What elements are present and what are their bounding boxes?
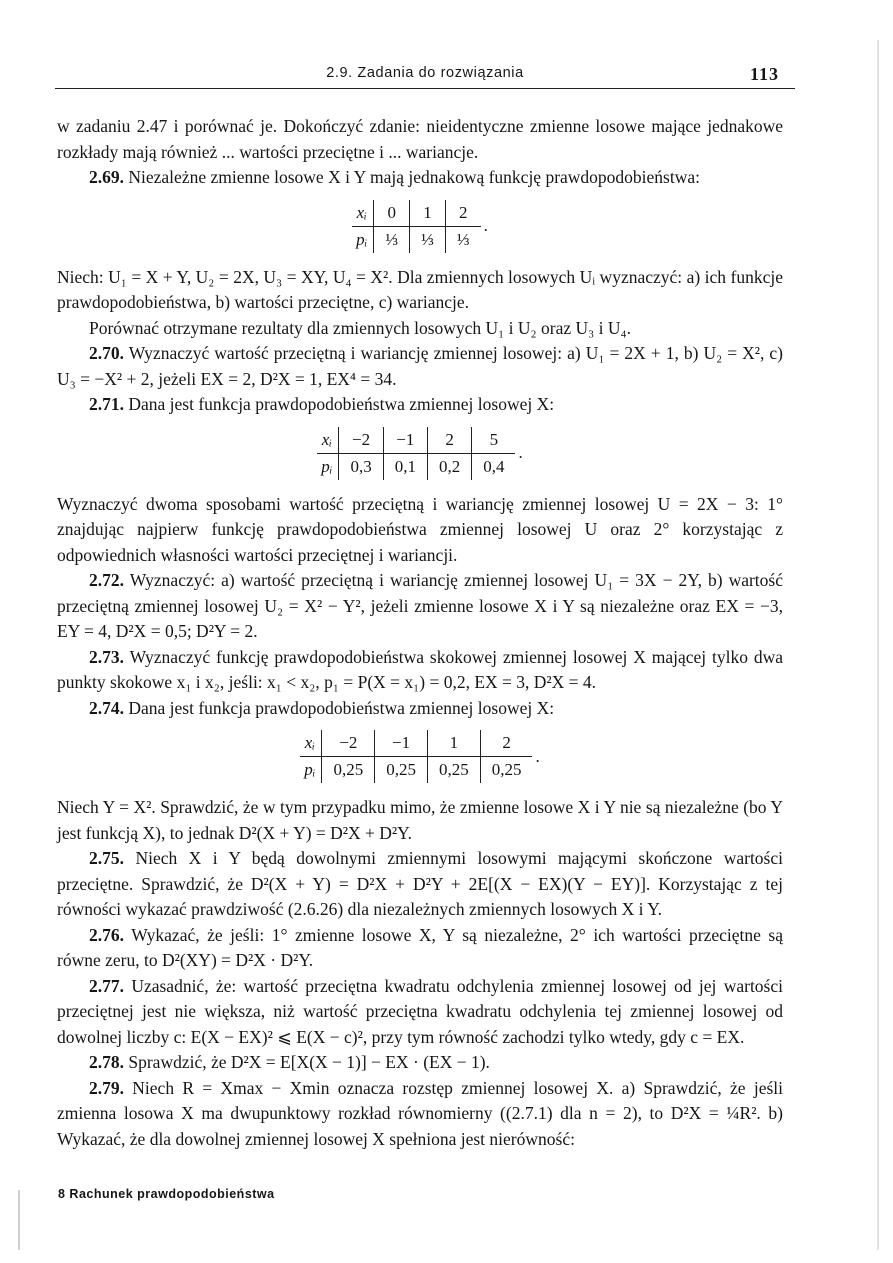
table-cell: 5 bbox=[472, 427, 516, 454]
distribution-table-3-wrap bbox=[57, 730, 783, 783]
table-cell: pᵢ bbox=[304, 760, 316, 779]
problem-text: Wyznaczyć funkcję prawdopodobieństwa skokowej zmiennej losowej X mającej tylko dwa punkty skokowe x₁ i x₂, jeśli: x₁ < x₂, p₁ = P(X = x₁) = 0,2, EX = 3, D²X = 4. bbox=[57, 646, 783, 692]
page-number: 113 bbox=[749, 64, 779, 84]
problem-number: 2.78. bbox=[89, 1052, 124, 1072]
problem-number: 2.73. bbox=[89, 646, 124, 667]
problem-text: Dana jest funkcja prawdopodobieństwa zmiennej losowej X: bbox=[128, 394, 555, 414]
table-row-probabilities bbox=[300, 757, 532, 784]
distribution-table-2 bbox=[317, 427, 515, 480]
table-cell: pᵢ bbox=[321, 456, 333, 476]
table-cell: −2 bbox=[322, 730, 375, 757]
problem-text: Uzasadnić, że: wartość przeciętna kwadratu odchylenia zmiennej losowej od jej wartości przeciętnej jest nie większa, niż wartość przeciętna kwadratu odchylenia tej zmiennej losowej od dowolnej liczby c: E(X − EX)² ⩽ E(X − c)², przy tym równość zachodzi tylko wtedy, gdy c = EX. bbox=[57, 975, 784, 1047]
problem-2-72 bbox=[57, 568, 783, 645]
problem-number: 2.72. bbox=[89, 570, 124, 590]
table-cell: xᵢ bbox=[300, 730, 322, 757]
table-cell: −1 bbox=[383, 427, 427, 454]
running-title: 2.9. Zadania do rozwiązania bbox=[326, 65, 524, 81]
problem-number: 2.70. bbox=[89, 343, 124, 363]
paragraph: Niech: U₁ = X + Y, U₂ = 2X, U₃ = XY, U₄ = X². Dla zmiennych losowych Uᵢ wyznaczyć: a) ich funkcje prawdopodobieństwa, b) wartości przeciętne, c) wariancje. bbox=[57, 266, 783, 312]
problem-number: 2.74. bbox=[89, 697, 124, 718]
table-row-values bbox=[317, 427, 515, 454]
problem-number: 2.69. bbox=[89, 167, 124, 187]
table-cell: ⅓ bbox=[445, 226, 480, 253]
table-cell: ⅓ bbox=[410, 226, 446, 253]
table-row-values bbox=[352, 200, 480, 227]
table-cell: 0,25 bbox=[427, 757, 480, 784]
problem-2-69 bbox=[57, 165, 783, 191]
problem-2-78 bbox=[57, 1050, 783, 1076]
table-cell: 0,25 bbox=[480, 757, 532, 784]
problem-text: Wykazać, że jeśli: 1° zmienne losowe X, Y są niezależne, 2° ich wartości przeciętne są równe zeru, to D²(XY) = D²X · D²Y. bbox=[57, 924, 783, 970]
problem-text: Niech R = Xmax − Xmin oznacza rozstęp zmiennej losowej X. a) Sprawdzić, że jeśli zmienna losowa X ma dwupunktowy rozkład równomierny ((2.7.1) dla n = 2), to D²X = ¼R². b) Wykazać, że dla dowolnej zmiennej losowej X spełniona jest nierówność: bbox=[57, 1077, 783, 1149]
problem-text: Niezależne zmienne losowe X i Y mają jednakową funkcję prawdopodobieństwa: bbox=[128, 167, 700, 187]
table-cell: 2 bbox=[427, 427, 471, 454]
signature-footer: 8 Rachunek prawdopodobieństwa bbox=[58, 1187, 275, 1201]
scan-edge-right bbox=[877, 40, 879, 1250]
problem-number: 2.71. bbox=[89, 394, 124, 414]
table-cell: −2 bbox=[339, 427, 383, 454]
problem-2-71 bbox=[57, 392, 783, 418]
table-cell: 0,25 bbox=[322, 757, 375, 784]
problem-2-76 bbox=[57, 923, 783, 974]
problem-2-70 bbox=[57, 341, 783, 392]
paragraph: Niech Y = X². Sprawdzić, że w tym przypadku mimo, że zmienne losowe X i Y nie są niezależne (bo Y jest funkcją X), to jednak D²(X + Y) = D²X + D²Y. bbox=[57, 797, 783, 843]
paragraph-continued: w zadaniu 2.47 i porównać je. Dokończyć zdanie: nieidentyczne zmienne losowe mające jednakowe rozkłady mają również ... wartości przeciętne i ... wariancje. bbox=[57, 116, 783, 162]
problem-text: Dana jest funkcja prawdopodobieństwa zmiennej losowej X: bbox=[128, 697, 555, 718]
table-cell: 0,1 bbox=[383, 453, 427, 480]
problem-2-77 bbox=[57, 974, 783, 1051]
table-end-dot: . bbox=[483, 216, 488, 236]
table-cell: xᵢ bbox=[352, 200, 374, 227]
distribution-table-1 bbox=[352, 200, 480, 253]
problem-number: 2.76. bbox=[89, 924, 124, 945]
problem-2-74 bbox=[57, 696, 783, 722]
table-end-dot: . bbox=[518, 443, 523, 463]
table-cell: 0 bbox=[374, 200, 410, 227]
table-row-values bbox=[300, 730, 532, 757]
distribution-table-3 bbox=[300, 730, 532, 783]
problem-2-79 bbox=[57, 1076, 783, 1153]
problem-number: 2.77. bbox=[89, 975, 124, 996]
problem-2-75 bbox=[57, 846, 783, 923]
table-cell: 2 bbox=[445, 200, 480, 227]
table-cell: −1 bbox=[375, 730, 428, 757]
running-header bbox=[55, 64, 795, 89]
table-cell: 0,3 bbox=[339, 453, 383, 480]
problem-text: Sprawdzić, że D²X = E[X(X − 1)] − EX · (EX − 1). bbox=[128, 1052, 490, 1072]
problem-text: Wyznaczyć wartość przeciętną i wariancję zmiennej losowej: a) U₁ = 2X + 1, b) U₂ = X², c) U₃ = −X² + 2, jeżeli EX = 2, D²X = 1, EX⁴ = 34. bbox=[57, 343, 783, 389]
distribution-table-2-wrap bbox=[57, 427, 783, 480]
table-cell: 2 bbox=[480, 730, 532, 757]
table-row-probabilities bbox=[317, 453, 515, 480]
table-cell: xᵢ bbox=[317, 427, 339, 454]
table-cell: ⅓ bbox=[374, 226, 410, 253]
table-end-dot: . bbox=[535, 746, 540, 766]
scan-edge-left bbox=[18, 1190, 20, 1250]
table-row-probabilities bbox=[352, 226, 480, 253]
table-cell: 1 bbox=[410, 200, 446, 227]
problem-text: Wyznaczyć: a) wartość przeciętną i wariancję zmiennej losowej U₁ = 3X − 2Y, b) wartość przeciętną zmiennej losowej U₂ = X² − Y², jeżeli zmienne losowe X i Y są niezależne oraz EX = −3, EY = 4, D²X = 0,5; D²Y = 2. bbox=[57, 570, 783, 641]
table-cell: pᵢ bbox=[356, 229, 368, 249]
problem-number: 2.79. bbox=[89, 1077, 124, 1098]
distribution-table-1-wrap bbox=[57, 200, 783, 253]
table-cell: 0,2 bbox=[427, 453, 471, 480]
table-cell: 1 bbox=[427, 730, 480, 757]
table-cell: 0,25 bbox=[375, 757, 428, 784]
paragraph: Porównać otrzymane rezultaty dla zmiennych losowych U₁ i U₂ oraz U₃ i U₄. bbox=[89, 317, 631, 338]
problem-2-73 bbox=[57, 645, 783, 696]
problem-number: 2.75. bbox=[89, 848, 124, 868]
problem-text: Niech X i Y będą dowolnymi zmiennymi losowymi mającymi skończone wartości przeciętne. Sprawdzić, że D²(X + Y) = D²X + D²Y + 2E[(X − EX)(Y − EY)]. Korzystając z tej równości wykazać prawdziwość (2.6.26) dla niezależnych zmiennych losowych X i Y. bbox=[57, 848, 783, 919]
table-cell: 0,4 bbox=[472, 453, 516, 480]
paragraph: Wyznaczyć dwoma sposobami wartość przeciętną i wariancję zmiennej losowej U = 2X − 3: 1° znajdując najpierw funkcję prawdopodobieństwa zmiennej losowej U oraz 2° korzystając z odpowiednich własności wartości przeciętnej i wariancji. bbox=[57, 493, 783, 565]
page-body bbox=[57, 114, 783, 1152]
